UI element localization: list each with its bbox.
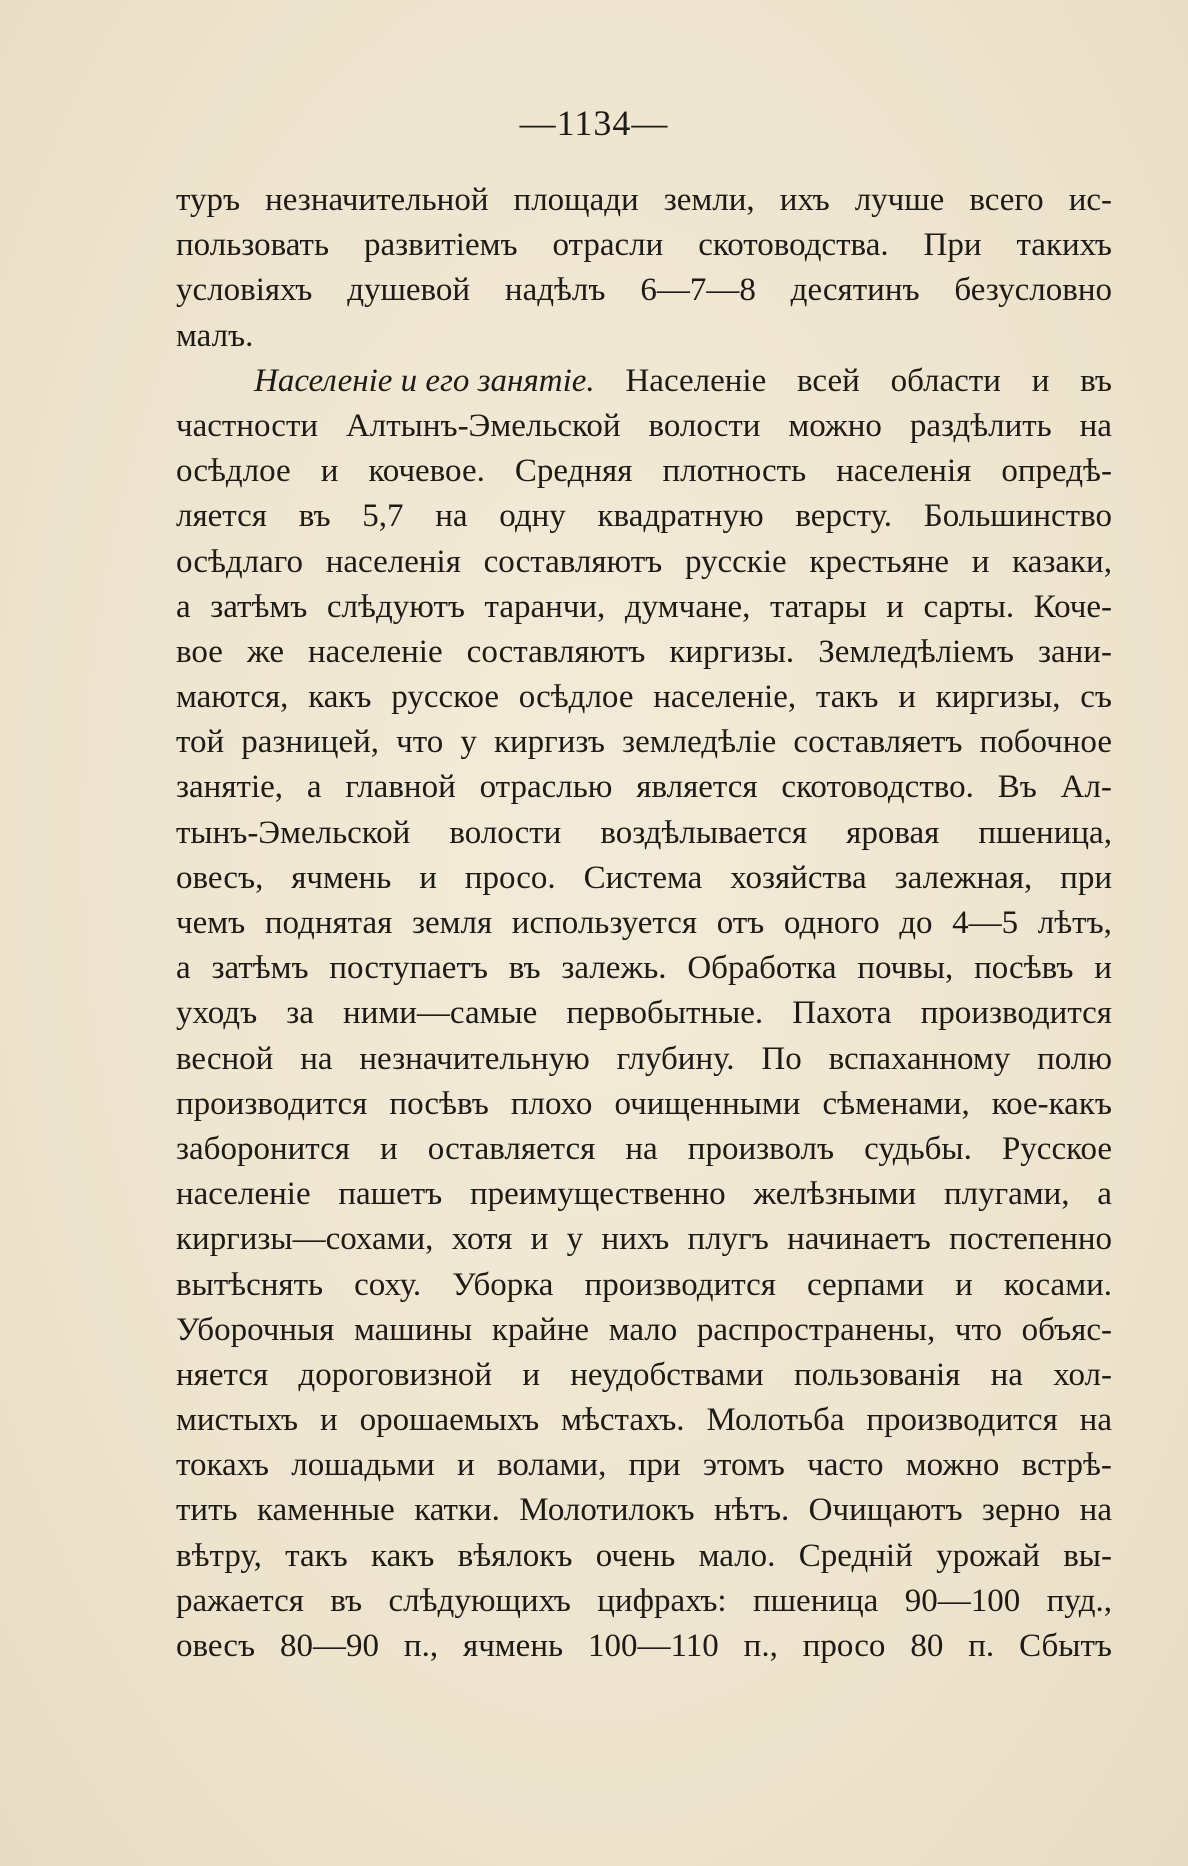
word: овесъ, (176, 859, 264, 896)
body-text (176, 178, 1112, 1669)
word: плугами, (943, 1176, 1070, 1213)
word: составляютъ (466, 633, 646, 670)
word: а (306, 769, 322, 806)
word: скотоводство. (781, 769, 974, 806)
word: вѣялокъ (457, 1537, 573, 1574)
word: Молотилокъ (519, 1492, 695, 1529)
word: Большинство (923, 498, 1112, 535)
word: одного (783, 905, 880, 941)
section-heading: Населеніе и его занятіе. (254, 362, 595, 399)
text-line (176, 223, 1112, 268)
word: произволъ (687, 1130, 835, 1167)
word: такъ (285, 1537, 348, 1574)
word: волости (449, 814, 562, 851)
word: скотоводства. (698, 227, 889, 264)
word: населенія (836, 453, 972, 490)
word: Земледѣліемъ (818, 633, 1014, 670)
word: а (1097, 1176, 1112, 1213)
word: душевой (347, 272, 471, 309)
word: косами. (1003, 1266, 1112, 1303)
text-line: малъ. (176, 317, 254, 354)
word: воздѣлывается (600, 814, 808, 851)
word: Сбытъ (1019, 1628, 1112, 1664)
word: на (435, 498, 468, 535)
word: объяс- (1021, 1311, 1112, 1348)
word: незначительной (265, 182, 489, 218)
word: этомъ (702, 1447, 785, 1484)
word: Средняя (514, 453, 633, 490)
word: же (246, 633, 284, 670)
word: туръ (176, 182, 241, 218)
word: лучше (854, 182, 945, 218)
word: уходъ (176, 995, 258, 1032)
word: мало. (698, 1537, 776, 1574)
word: цифрахъ: (597, 1582, 727, 1619)
word: киргизы, (935, 679, 1061, 716)
word: какъ (371, 1537, 435, 1574)
word: няется (176, 1356, 269, 1393)
word: плотность (662, 453, 807, 490)
word: земля (411, 905, 493, 941)
word: Молотьба (706, 1402, 845, 1439)
word: земледѣліе (622, 724, 777, 761)
text-line (176, 178, 1112, 223)
word: на (990, 1356, 1023, 1393)
word: машины (354, 1311, 473, 1348)
word: побочное (979, 724, 1112, 761)
word: волами, (497, 1447, 607, 1484)
text-line (176, 404, 1112, 449)
word: очень (595, 1537, 676, 1574)
word: 90—100 (904, 1582, 1021, 1619)
word: земли, (663, 182, 755, 218)
word: вое (176, 633, 223, 670)
word: ячмень (291, 859, 392, 896)
word: залежь. (561, 950, 667, 987)
word: Обработка (687, 950, 837, 987)
word: а (176, 588, 191, 625)
text-line (176, 1127, 1112, 1172)
word: киргизъ (493, 724, 605, 761)
text-line (176, 946, 1112, 991)
word: Коче- (1033, 588, 1112, 625)
word: разницей, (241, 724, 380, 761)
word: п., (743, 1628, 778, 1664)
word: и (971, 543, 990, 580)
word: и (1031, 362, 1050, 399)
word: осѣдлаго (176, 543, 304, 580)
word: русскіе (684, 543, 787, 580)
word: и (898, 679, 916, 716)
word: ихъ (779, 182, 830, 218)
text-line (176, 811, 1112, 856)
word: производится (920, 995, 1112, 1032)
word: производится (176, 1085, 368, 1122)
word: Очищаютъ (808, 1492, 963, 1529)
word: лѣтъ, (1037, 905, 1112, 941)
word: думчане, (624, 588, 751, 625)
word: крестьяне (809, 543, 950, 580)
word: и (320, 453, 339, 490)
word: Пахота (792, 995, 892, 1032)
word: мало (608, 1311, 678, 1348)
word: Уборка (452, 1266, 554, 1303)
word: надѣлъ (504, 272, 606, 309)
word: При (923, 227, 982, 264)
text-line (176, 585, 1112, 630)
text-line (176, 449, 1112, 494)
text-line (176, 1037, 1112, 1082)
word: въ (330, 1582, 363, 1619)
word: при (1060, 859, 1112, 896)
word: полю (1037, 1040, 1112, 1077)
text-line (176, 901, 1112, 946)
word: Населеніе (625, 362, 767, 399)
word: посѣвъ (974, 950, 1074, 987)
word: площади (513, 182, 639, 218)
word: въ (298, 498, 331, 535)
word: и (955, 1266, 973, 1303)
text-line (176, 1353, 1112, 1398)
word: какъ (308, 679, 372, 716)
text-line (176, 1488, 1112, 1533)
word: поднятая (264, 905, 393, 941)
text-line (176, 268, 1112, 313)
text-line (176, 630, 1112, 675)
word: Средній (798, 1537, 913, 1574)
word: Уборочныя (176, 1311, 335, 1348)
word: 5,7 (362, 498, 404, 535)
word: затѣмъ (211, 950, 309, 987)
word: является (636, 769, 758, 806)
word: за (286, 995, 314, 1032)
word: вѣтру, (176, 1537, 262, 1574)
word: населеніе (308, 633, 443, 670)
text-line (176, 675, 1112, 720)
word: вспаханному (828, 1040, 1011, 1077)
word: желѣзными (753, 1176, 917, 1213)
word: тить (176, 1492, 238, 1529)
word: хозяйства (730, 859, 867, 896)
word: безусловно (954, 272, 1112, 309)
word: очищенными (614, 1085, 801, 1122)
word: распространены, (696, 1311, 936, 1348)
word: на (1079, 1402, 1112, 1439)
text-line (176, 1263, 1112, 1308)
word: маются, (176, 679, 289, 716)
word: пуд., (1046, 1582, 1112, 1619)
word: преимущественно (469, 1176, 726, 1213)
word: глубину. (616, 1040, 735, 1077)
word: ними—самые (343, 995, 538, 1032)
word: десятинъ (790, 272, 920, 309)
word: производится (866, 1402, 1058, 1439)
word: Алтынъ-Эмельской (345, 407, 621, 444)
word: зерно (981, 1492, 1061, 1529)
word: каменные (256, 1492, 395, 1529)
word: просо (802, 1628, 886, 1664)
text-line (176, 991, 1112, 1036)
word: на (300, 1040, 333, 1077)
text-line (176, 1398, 1112, 1443)
word: 100—110 (587, 1628, 719, 1664)
word: кочевое. (368, 453, 485, 490)
word: что (396, 724, 444, 761)
word: слѣдуютъ (326, 588, 465, 625)
word: опредѣ- (1001, 453, 1112, 490)
word: урожай (936, 1537, 1040, 1574)
word: сѣменами, (822, 1085, 970, 1122)
word: осѣдлое (518, 679, 634, 716)
word: пашетъ (338, 1176, 443, 1213)
word: киргизы—сохами, (176, 1221, 434, 1258)
word: производится (584, 1266, 776, 1303)
word: и (1094, 950, 1112, 987)
word: такихъ (1016, 227, 1112, 264)
word: орошаемыхъ (359, 1402, 540, 1439)
word: пшеница (752, 1582, 879, 1619)
word: до (899, 905, 933, 941)
word: встрѣ- (1021, 1447, 1112, 1484)
word: при (628, 1447, 681, 1484)
word: киргизы. (669, 633, 795, 670)
word: посѣвъ (389, 1085, 489, 1122)
word: 80—90 (280, 1628, 379, 1664)
word: всей (797, 362, 860, 399)
word: 6—7—8 (640, 272, 756, 309)
word: казаки, (1012, 543, 1112, 580)
word: сарты. (923, 588, 1015, 625)
word: незначительную (359, 1040, 590, 1077)
word: волости (648, 407, 761, 444)
word: поступаетъ (329, 950, 488, 987)
word: Ал- (1060, 769, 1112, 806)
word: версту. (795, 498, 893, 535)
word: населенія (325, 543, 461, 580)
word: развитіемъ (363, 227, 518, 264)
word: и (320, 1402, 338, 1439)
word: ис- (1068, 182, 1112, 218)
word: всего (969, 182, 1044, 218)
word: съ (1080, 679, 1112, 716)
word: слѣдующихъ (388, 1582, 571, 1619)
word: пользовать (176, 227, 329, 264)
word: Русское (1001, 1130, 1112, 1167)
word: дороговизной (298, 1356, 493, 1393)
word: населеніе (176, 1176, 311, 1213)
word: нихъ (601, 1221, 670, 1258)
word: и (522, 1356, 540, 1393)
word: раздѣлить (909, 407, 1052, 444)
word: лошадьми (291, 1447, 435, 1484)
word: 80 (910, 1628, 944, 1664)
word: и (886, 588, 904, 625)
word: квадратную (597, 498, 764, 535)
word: отъ (716, 905, 765, 941)
word: и (530, 1221, 549, 1258)
word: занятіе, (176, 769, 284, 806)
word: а (176, 950, 191, 987)
word: оставляется (427, 1130, 596, 1167)
word: пшеница, (978, 814, 1112, 851)
word: и (380, 1130, 398, 1167)
word: заборонится (176, 1130, 350, 1167)
word: и (457, 1447, 475, 1484)
text-line (176, 856, 1112, 901)
word: пользованія (793, 1356, 961, 1393)
text-line (176, 1082, 1112, 1127)
word: ляется (176, 498, 267, 535)
word: русское (391, 679, 500, 716)
word: яровая (846, 814, 940, 851)
word: отрасли (552, 227, 664, 264)
page-number: —1134— (519, 103, 669, 143)
word: отраслью (479, 769, 613, 806)
word: той (176, 724, 225, 761)
word: тынъ-Эмельской (176, 814, 411, 851)
word: осѣдлое (176, 453, 291, 490)
word: одну (499, 498, 566, 535)
word: овесъ (176, 1628, 256, 1664)
word: населеніе, (653, 679, 797, 716)
word: первобытные. (566, 995, 764, 1032)
word: хол- (1053, 1356, 1112, 1393)
word: п. (968, 1628, 995, 1664)
text-line (176, 1308, 1112, 1353)
word: мистыхъ (176, 1402, 299, 1439)
word: таранчи, (484, 588, 606, 625)
text-line (176, 1217, 1112, 1262)
word: По (761, 1040, 802, 1077)
word: ячмень (463, 1628, 564, 1664)
word: условіяхъ (176, 272, 313, 309)
word: составляетъ (793, 724, 963, 761)
text-line (176, 540, 1112, 585)
word: составляютъ (483, 543, 663, 580)
word: постепенно (949, 1221, 1112, 1258)
word: на (625, 1130, 658, 1167)
word: чемъ (176, 905, 246, 941)
word: почвы, (857, 950, 954, 987)
text-line (176, 1172, 1112, 1217)
word: токахъ (176, 1447, 269, 1484)
text-line (176, 765, 1112, 810)
word: на (1079, 407, 1112, 444)
word: можно (905, 1447, 1000, 1484)
word: что (954, 1311, 1002, 1348)
word: серпами (806, 1266, 925, 1303)
word: плохо (510, 1085, 593, 1122)
word: ражается (176, 1582, 304, 1619)
word: неудобствами (570, 1356, 764, 1393)
text-line (176, 1579, 1112, 1624)
word: кое-какъ (991, 1085, 1112, 1122)
word: плугъ (687, 1221, 769, 1258)
word: судьбы. (864, 1130, 972, 1167)
word: мѣстахъ. (561, 1402, 685, 1439)
word: 4—5 (952, 905, 1019, 941)
word: и (419, 859, 437, 896)
word: часто (807, 1447, 884, 1484)
word: затѣмъ (210, 588, 308, 625)
word: на (1079, 1492, 1112, 1529)
word: зани- (1037, 633, 1112, 670)
word: у (460, 724, 477, 761)
text-line (176, 1534, 1112, 1579)
word: начинаетъ (787, 1221, 931, 1258)
text-line (176, 720, 1112, 765)
paragraph-first-line (176, 359, 1112, 404)
word: можно (788, 407, 882, 444)
word: главной (345, 769, 456, 806)
word: залежная, (894, 859, 1033, 896)
word: вы- (1063, 1537, 1112, 1574)
word: у (566, 1221, 584, 1258)
word: въ (508, 950, 541, 987)
word: п., (403, 1628, 439, 1664)
word: соху. (354, 1266, 422, 1303)
text-line (176, 1624, 1112, 1669)
word: крайне (491, 1311, 590, 1348)
word: Система (583, 859, 703, 896)
word: Въ (997, 769, 1037, 806)
text-line (176, 494, 1112, 539)
word: вытѣснять (176, 1266, 324, 1303)
word: области (890, 362, 1001, 399)
word: въ (1080, 362, 1112, 399)
word: используется (511, 905, 698, 941)
word: катки. (414, 1492, 500, 1529)
word: просо. (464, 859, 556, 896)
word: нѣтъ. (713, 1492, 790, 1529)
word: хотя (451, 1221, 513, 1258)
word: частности (176, 407, 319, 444)
text-line (176, 1443, 1112, 1488)
word: татары (769, 588, 867, 625)
word: весной (176, 1040, 274, 1077)
word: такъ (815, 679, 879, 716)
